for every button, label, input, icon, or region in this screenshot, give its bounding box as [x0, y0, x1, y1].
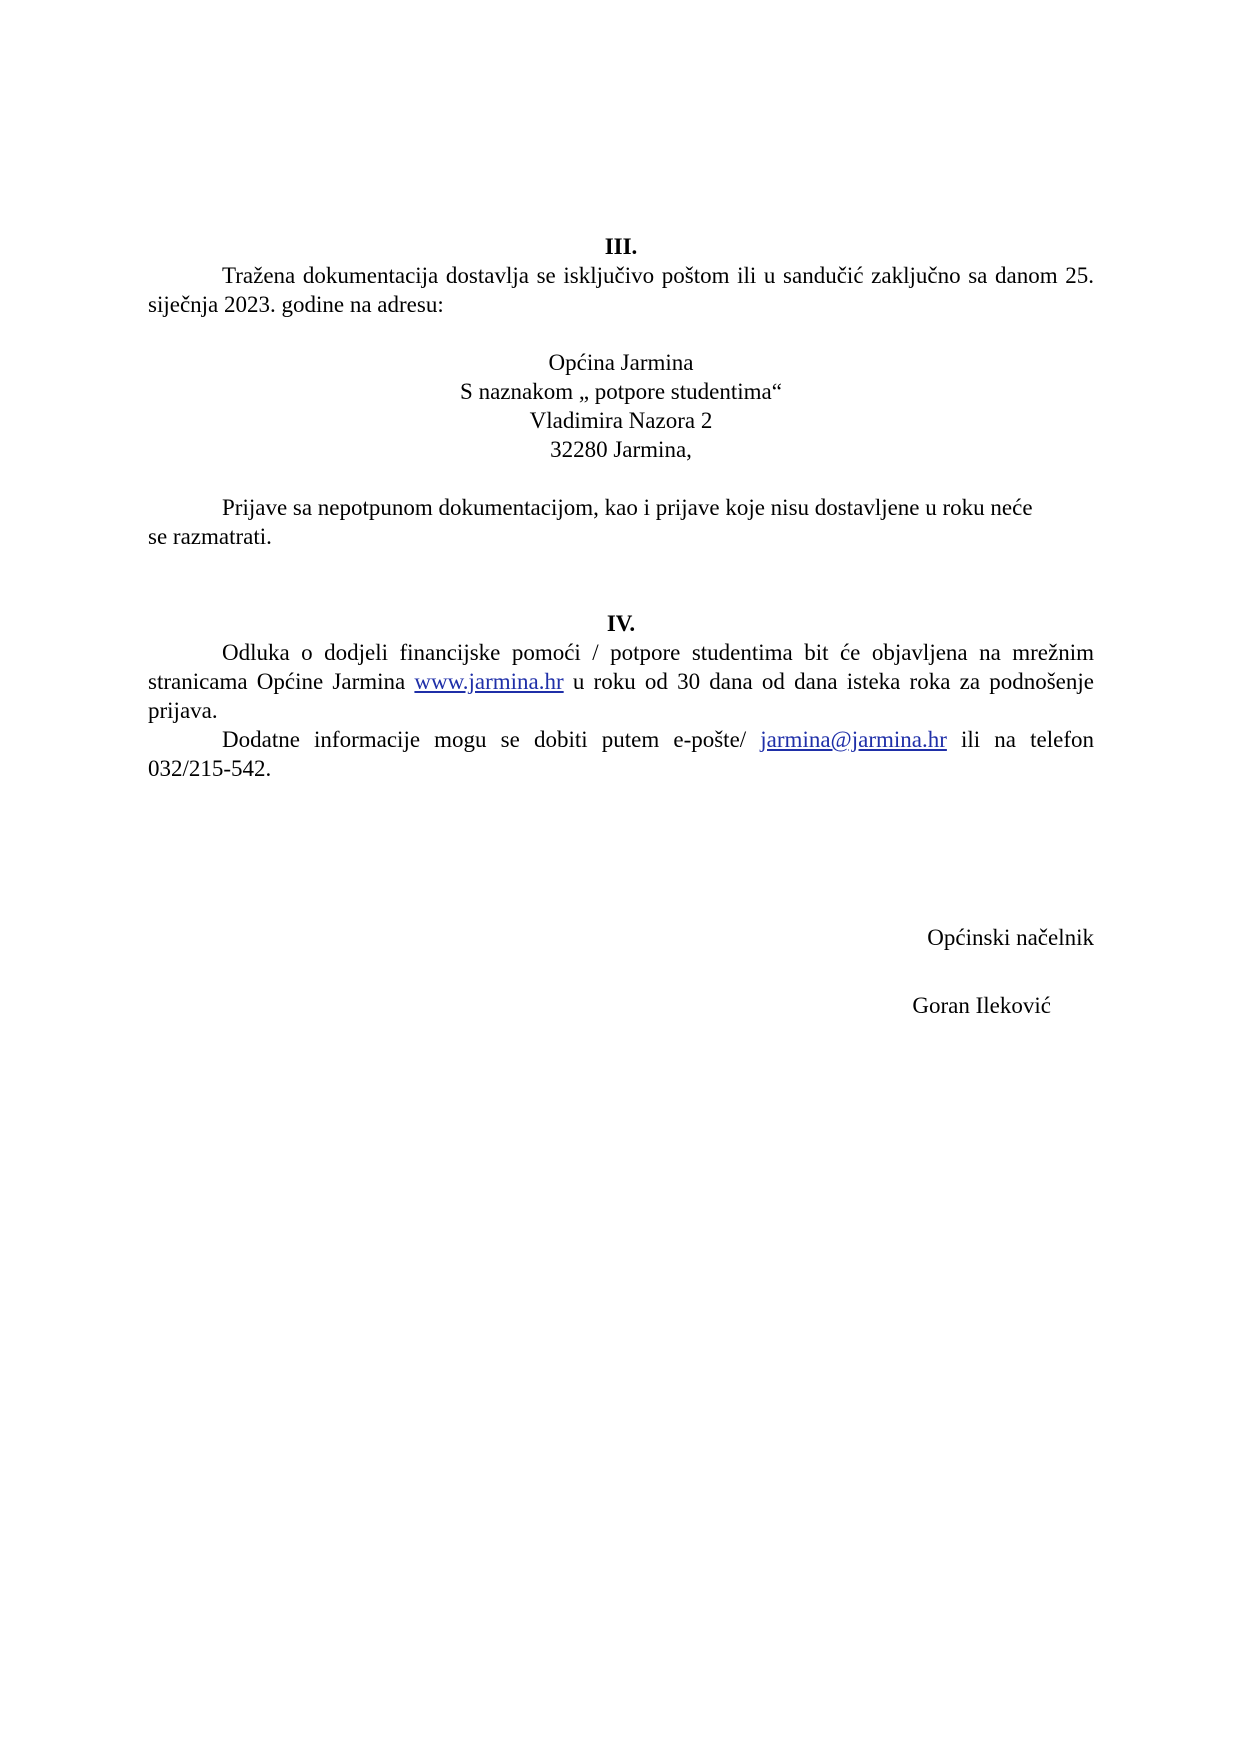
address-line-3: Vladimira Nazora 2 [529, 408, 713, 433]
section-iii-paragraph: Tražena dokumentacija dostavlja se isključivo poštom ili u sandučić zaključno sa danom 25. siječnja 2023. godine na adresu: [148, 263, 1094, 317]
address-line-1: Općina Jarmina [548, 350, 694, 375]
document-body [148, 232, 1094, 783]
para2-text-after: ili na telefon 032/215-542. [148, 727, 1094, 781]
address-line-2: S naznakom „ potpore studentima“ [460, 379, 782, 404]
para1-text-after: u roku od 30 dana od dana isteka roka za podnošenje prijava. [148, 669, 1094, 723]
section-iv-paragraph-2 [148, 725, 1094, 783]
section-iv-heading: IV. [606, 611, 636, 636]
section-iv-paragraph-1 [148, 638, 1094, 725]
para2-text-before: Dodatne informacije mogu se dobiti putem e-pošte/ [222, 727, 761, 752]
address-line-4: 32280 Jarmina, [550, 437, 692, 462]
signature-name: Goran Ileković [912, 993, 1051, 1018]
section-iii-heading: III. [604, 234, 638, 259]
section-spacer [148, 551, 1094, 609]
section-iii-note: Prijave sa nepotpunom dokumentacijom, kao i prijave koje nisu dostavljene u roku neće se razmatrati. [148, 495, 1033, 549]
email-link[interactable]: jarmina@jarmina.hr [760, 727, 947, 752]
para1-text-before: Odluka o dodjeli financijske pomoći / potpore studentima bit će objavljena na mrežnim stranicama Općine Jarmina [148, 640, 1094, 694]
website-link[interactable]: www.jarmina.hr [414, 669, 564, 694]
signature-title: Općinski načelnik [927, 925, 1094, 950]
postal-address [148, 348, 1094, 464]
